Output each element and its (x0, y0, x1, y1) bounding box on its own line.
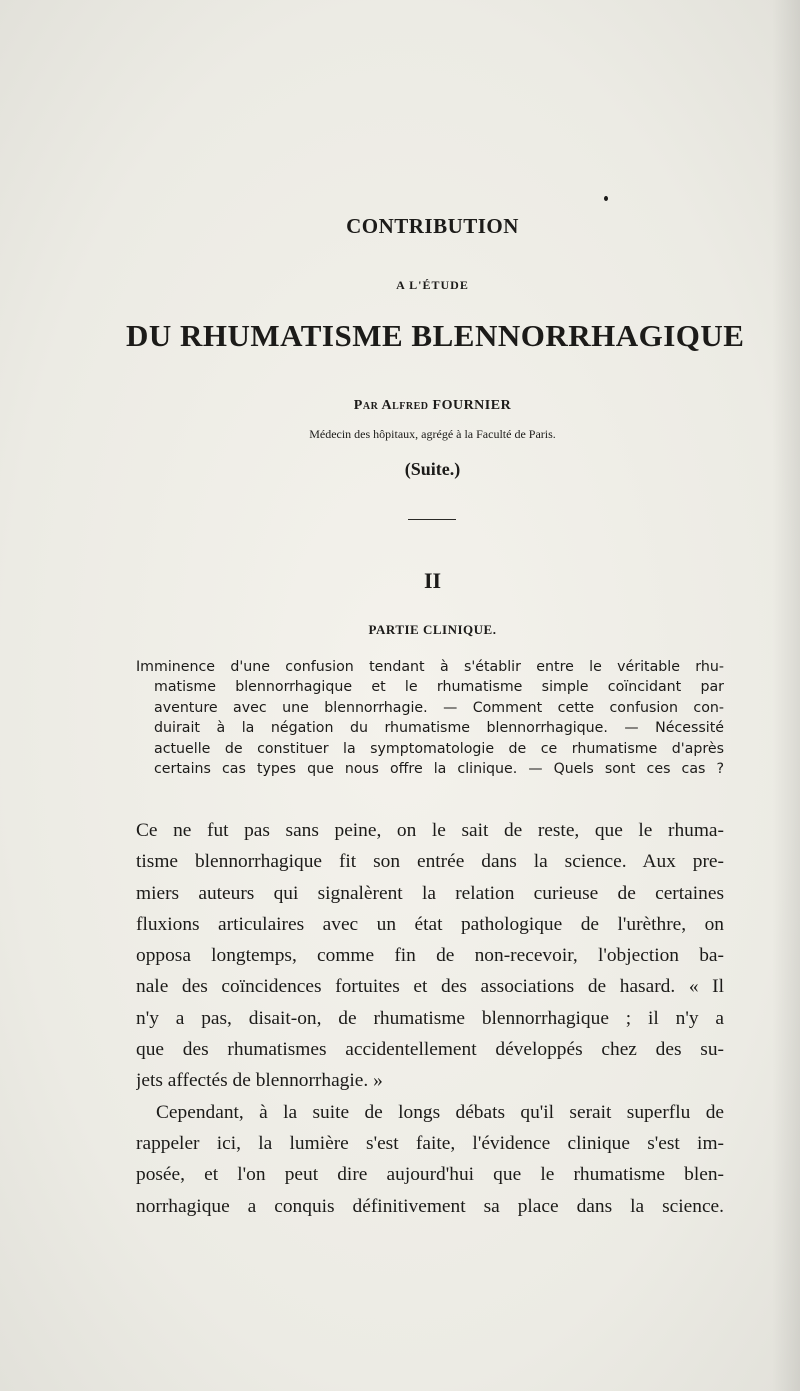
author-line: Par Alfred FOURNIER (353, 398, 512, 413)
summary-line: matisme blennorrhagique et le rhumatisme simple coïncidant par (154, 679, 724, 696)
body-paragraphs (136, 815, 724, 1222)
body-line: tisme blennorrhagique fit son entrée dans la science. Aux pre- (136, 851, 724, 873)
body-line: que des rhumatismes accidentellement développés chez des su- (136, 1039, 724, 1061)
summary-line: aventure avec une blennorrhagie. — Comment cette confusion con- (154, 699, 724, 716)
summary-line: certains cas types que nous offre la clinique. — Quels sont ces cas ? (154, 761, 724, 778)
summary-line: Imminence d'une confusion tendant à s'établir entre le véritable rhu- (136, 659, 724, 675)
heading-contribution: CONTRIBUTION (346, 214, 519, 238)
body-line: posée, et l'on peut dire aujourd'hui que le rhumatisme blen- (136, 1164, 724, 1186)
section-divider (408, 519, 456, 520)
body-line: fluxions articulaires avec un état pathologique de l'urèthre, on (136, 913, 724, 935)
ink-speck (604, 196, 608, 201)
summary-line: actuelle de constituer la symptomatologie de ce rhumatisme d'après (154, 740, 724, 757)
section-summary (136, 657, 724, 779)
body-line: Cependant, à la suite de longs débats qu'il serait superflu de (156, 1101, 724, 1123)
body-line: jets affectés de blennorrhagie. » (136, 1070, 383, 1092)
body-line: opposa longtemps, comme fin de non-recevoir, l'objection ba- (136, 945, 724, 967)
section-number: II (423, 568, 442, 593)
heading-etude: A L'ÉTUDE (396, 278, 469, 292)
body-line: nale des coïncidences fortuites et des associations de hasard. « Il (136, 976, 724, 998)
body-line: miers auteurs qui signalèrent la relation curieuse de certaines (136, 882, 724, 904)
body-line: norrhagique a conquis définitivement sa place dans la science. (136, 1195, 724, 1217)
summary-line: duirait à la négation du rhumatisme blennorrhagique. — Nécessité (154, 720, 724, 737)
page-edge-shadow (772, 0, 800, 1391)
section-heading: PARTIE CLINIQUE. (368, 622, 497, 637)
body-line: rappeler ici, la lumière s'est faite, l'évidence clinique s'est im- (136, 1132, 724, 1154)
author-affiliation: Médecin des hôpitaux, agrégé à la Faculté de Paris. (309, 427, 556, 441)
continuation-note: (Suite.) (404, 459, 461, 479)
body-line: n'y a pas, disait-on, de rhumatisme blennorrhagique ; il n'y a (136, 1007, 724, 1029)
body-line: Ce ne fut pas sans peine, on le sait de reste, que le rhuma- (136, 820, 724, 841)
main-title: DU RHUMATISME BLENNORRHAGIQUE (126, 318, 745, 353)
